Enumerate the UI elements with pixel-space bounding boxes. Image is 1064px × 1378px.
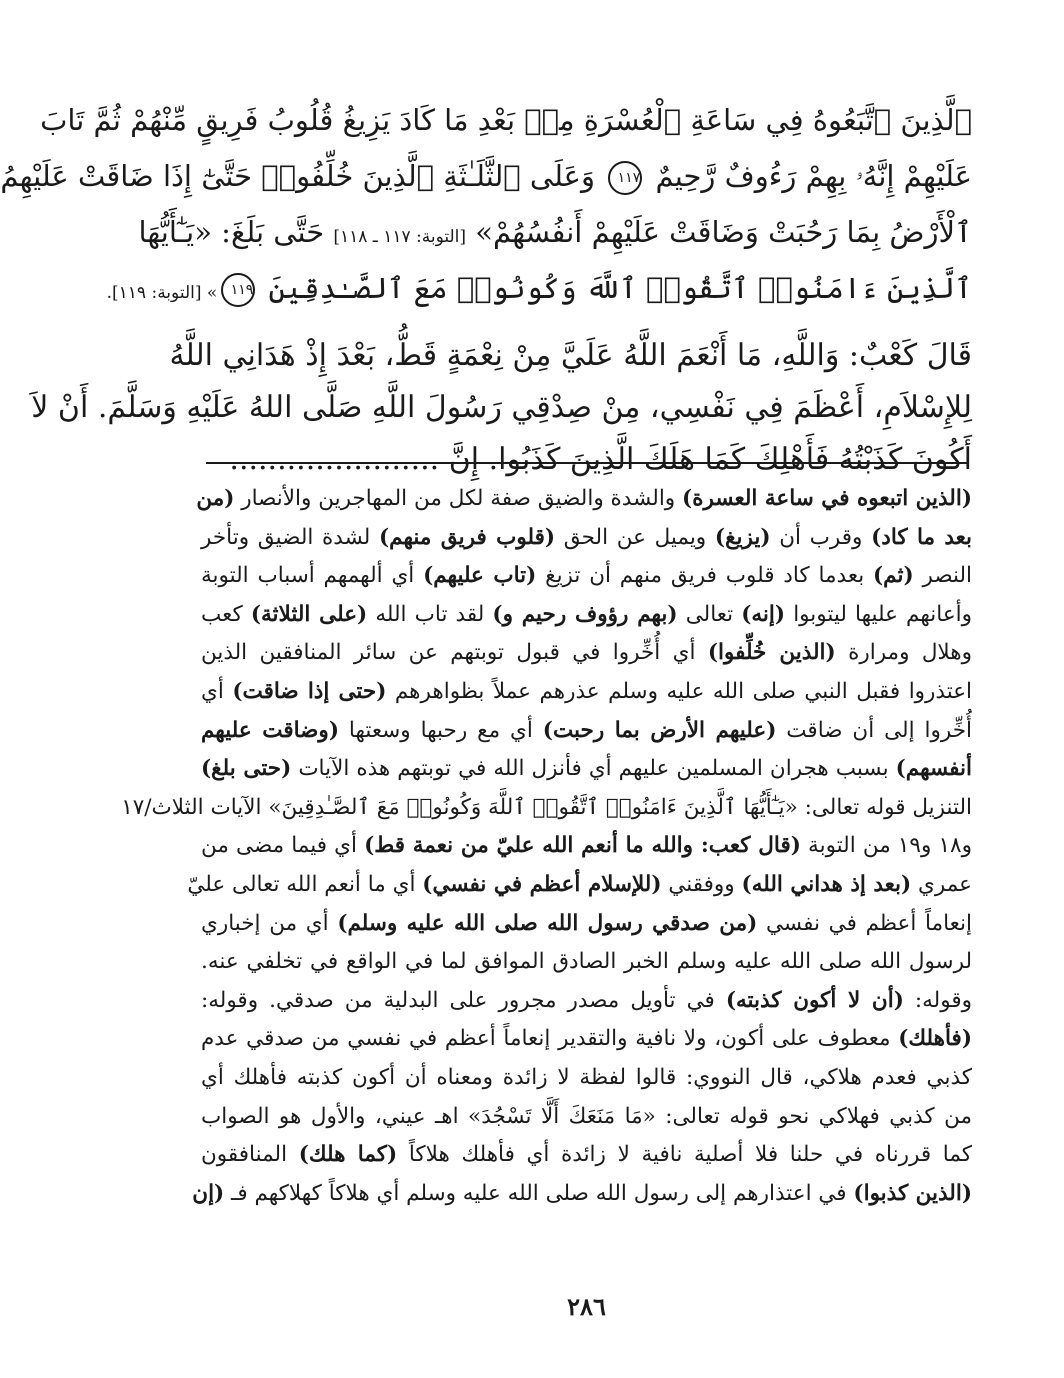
commentary-line: (الذين كذبوا) في اعتذارهم إلى رسول الله صلى الله عليه وسلم أي هلاكاً كهلاكهم فـ (إن [192, 1180, 972, 1206]
ayah-number-marker: ١١٧ [608, 161, 642, 195]
commentary-line: (فأهلك) معطوف على أكون، ولا نافية والتقدير إنعاماً أعظم في نفسي من صدقي عدم [201, 1026, 972, 1052]
commentary-line: التنزيل قوله تعالى: «يَـٰٓأَيُّهَا ٱلَّذِينَ ءَامَنُوا۟ ٱتَّقُوا۟ ٱللَّهَ وَكُونُوا۟ مَعَ ٱلصَّـٰدِقِينَ» الآيات الثلاث/١٧ [121, 794, 972, 820]
commentary-text [121, 480, 973, 1213]
verse-line: عَلَيْهِمْ إِنَّهُۥ بِهِمْ رَءُوفٌ رَّحِيمٌ ١١٧ وَعَلَى ٱلثَّلَـٰثَةِ ٱلَّذِينَ خُلِّفُوا۟ حَتَّىٰٓ إِذَا ضَاقَتْ عَلَيْهِمُ [0, 159, 972, 193]
commentary-line: وأعانهم عليها ليتوبوا (إنه) تعالى (بهم رؤوف رحيم و) لقد تاب الله (على الثلاثة) كعب [201, 601, 972, 627]
footnote-separator [206, 462, 968, 464]
quran-verses [0, 92, 972, 316]
commentary-line: كذبي فعدم هلاكي، قال النووي: قالوا لفظة لا زائدة ومعناه أن أكون كذبته فأهلك أي [201, 1064, 972, 1090]
hadith-line: قَالَ كَعْبٌ: وَاللَّهِ، مَا أَنْعَمَ اللَّهُ عَلَيَّ مِنْ نِعْمَةٍ قَطُّ، بَعْدَ إِذْ هَدَانِي اللَّهُ [169, 338, 972, 373]
commentary-line: كما قررناه في حلنا فلا أصلية نافية لا زائدة أي فأهلك هلاكاً (كما هلك) المنافقون [201, 1142, 972, 1168]
main-text [0, 92, 972, 486]
commentary-line: بعد ما كاد) وقرب أن (يزيغ) ويميل عن الحق (قلوب فريق منهم) لشدة الضيق وتأخر [201, 524, 973, 550]
commentary-line: أُخِّروا إلى أن ضاقت (عليهم الأرض بما رحبت) أي مع رحبها وسعتها (وضاقت عليهم [201, 717, 972, 743]
verse-line: ٱلَّذِينَ ءَامَنُوا۟ ٱتَّقُوا۟ ٱللَّهَ وَكُونُوا۟ مَعَ ٱلصَّـٰدِقِينَ ١١٩» [التوبة: ١١٩]. [106, 271, 972, 305]
hadith-line: أَكُونَ كَذَبْتُهُ فَأَهْلِكَ كَمَا هَلَكَ الَّذِينَ كَذَبُوا. إِنَّ ...................... [229, 442, 972, 477]
verse-reference: » [التوبة: ١١٩]. [106, 283, 218, 303]
commentary-line: النصر (ثم) بعدما كاد قلوب فريق منهم أن تزيغ (تاب عليهم) أي ألهمهم أسباب التوبة [201, 563, 972, 589]
verse-line: ٱلَّذِينَ ٱتَّبَعُوهُ فِي سَاعَةِ ٱلْعُسْرَةِ مِنۢ بَعْدِ مَا كَادَ يَزِيغُ قُلُوبُ فَرِيقٍ مِّنْهُمْ ثُمَّ تَابَ [40, 103, 972, 137]
verse-line: ٱلْأَرْضُ بِمَا رَحُبَتْ وَضَاقَتْ عَلَيْهِمْ أَنفُسُهُمْ» [التوبة: ١١٧ ـ ١١٨] حَتَّى بَلَغَ: «يَـٰٓأَيُّهَا [138, 215, 972, 249]
commentary-line: لرسول الله صلى الله عليه وسلم الخبر الصادق الموافق لما في الواقع في تخلفي عنه. [201, 949, 972, 975]
commentary-line: وهلال ومرارة (الذين خُلِّفوا) أي أُخِّروا في قبول توبتهم عن سائر المنافقين الذين [201, 640, 972, 666]
page-number: ٢٨٦ [567, 1292, 606, 1321]
commentary-line: اعتذروا فقبل النبي صلى الله عليه وسلم عذرهم عملاً بظواهرهم (حتى إذا ضاقت) أي [201, 678, 973, 704]
commentary-line: من كذبي فهلاكي نحو قوله تعالى: «مَا مَنَعَكَ أَلَّا تَسْجُدَ» اهـ عيني، والأول هو الصواب [201, 1103, 972, 1129]
commentary-line: عمري (بعد إذ هداني الله) ووفقني (للإسلام أعظم في نفسي) أي ما أنعم الله تعالى عليّ [187, 871, 972, 897]
commentary-line: و١٨ و١٩ من التوبة (قال كعب: والله ما أنعم الله عليّ من نعمة قط) أي فيما مضى من [201, 833, 972, 859]
quran-quote: «مَا مَنَعَكَ أَلَّا تَسْجُدَ» [468, 1103, 656, 1129]
ayah-number-marker: ١١٩ [221, 273, 255, 307]
quran-quote: «يَـٰٓأَيُّهَا ٱلَّذِينَ ءَامَنُوا۟ ٱتَّقُوا۟ ٱللَّهَ وَكُونُوا۟ مَعَ ٱلصَّـٰدِقِينَ» [268, 794, 798, 820]
hadith-line: لِلإِسْلاَمِ، أَعْظَمَ فِي نَفْسِي، مِنْ صِدْقِي رَسُولَ اللَّهِ صَلَّى اللهُ عَلَيْهِ وَسَلَّمَ. أَنْ لاَ [31, 390, 972, 425]
verse-reference: [التوبة: ١١٧ ـ ١١٨] [333, 227, 467, 247]
commentary-line: وقوله: (أن لا أكون كذبته) في تأويل مصدر مجرور على البدلية من صدقي. وقوله: [201, 987, 972, 1013]
commentary-line: إنعاماً أعظم في نفسي (من صدقي رسول الله صلى الله عليه وسلم) أي من إخباري [201, 910, 972, 936]
commentary-line: (الذين اتبعوه في ساعة العسرة) والشدة والضيق صفة لكل من المهاجرين والأنصار (من [196, 486, 972, 511]
commentary-line: أنفسهم) بسبب هجران المسلمين عليهم أي فأنزل الله في توبتهم هذه الآيات (حتى بلغ) [201, 756, 973, 782]
